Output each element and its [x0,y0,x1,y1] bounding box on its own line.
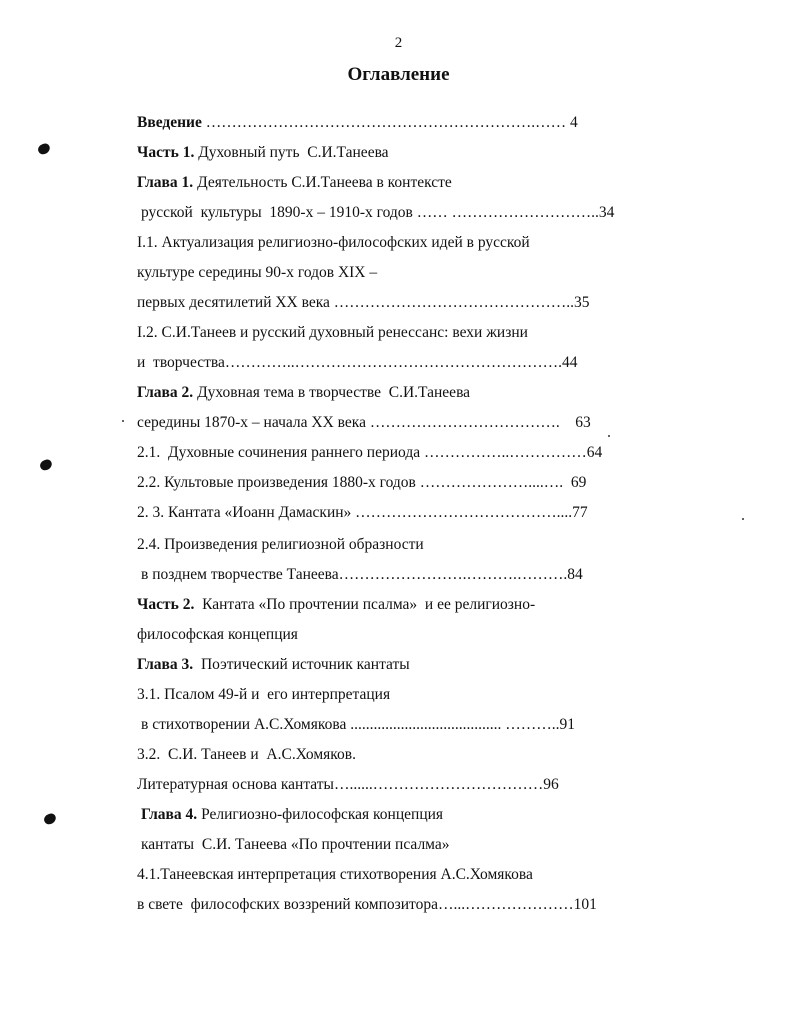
toc-entry-text: середины 1870-х – начала XX века ………………………………. 63 [137,414,591,431]
toc-entry [137,895,597,915]
toc-entry-text: первых десятилетий XX века ………………………………………..35 [137,294,590,311]
toc-entry-text: кантаты С.И. Танеева «По прочтении псалма» [141,836,450,853]
toc-entry-text: философская концепция [137,626,298,643]
toc-entry [137,535,424,555]
toc-entry-label: Часть 2. [137,596,195,613]
toc-entry [137,625,298,645]
toc-entry [141,805,443,825]
toc-entry-text: Духовная тема в творчестве С.И.Танеева [193,384,471,401]
toc-entry-text: I.1. Актуализация религиозно-философских идей в русской [137,234,530,251]
toc-entry-text: и творчества…………..…………………………………………….44 [137,354,578,371]
toc-entry [137,323,528,343]
toc-entry-text: Литературная основа кантаты…......……………………………96 [137,776,559,793]
toc-entry [137,383,470,403]
toc-entry-label: Часть 1. [137,144,195,161]
scan-mark [43,812,58,826]
scan-dot [608,435,610,437]
toc-entry [137,775,559,795]
toc-entry [137,745,356,765]
toc-entry [137,595,535,615]
toc-entry-text: 2.4. Произведения религиозной образности [137,536,424,553]
toc-entry-text: 3.1. Псалом 49-й и его интерпретация [137,686,391,703]
toc-entry [137,233,530,253]
toc-entry [137,263,377,283]
toc-entry-text: Религиозно-философская концепция [197,806,444,823]
toc-entry [137,173,452,193]
toc-entry-text: в стихотворении А.С.Хомякова ....................................... ………..91 [141,716,575,733]
toc-entry [141,715,575,735]
scan-mark [39,458,54,472]
toc-entry [137,473,586,493]
toc-entry-text: Поэтический источник кантаты [193,656,410,673]
page-number: 2 [394,35,403,51]
toc-entry-text: 2. 3. Кантата «Иоанн Дамаскин» …………………………………....77 [137,504,588,521]
scan-dot [122,420,124,422]
toc-entry-text: русской культуры 1890-х – 1910-х годов …… ………………………..34 [141,204,615,221]
toc-entry-text: Кантата «По прочтении псалма» и ее религиозно- [194,596,536,613]
toc-entry-text: 4.1.Танеевская интерпретация стихотворения А.С.Хомякова [137,866,533,883]
toc-entry-text: ……………………………………………………….…… 4 [201,114,578,131]
page-title: Оглавление [347,64,450,85]
toc-entry-label: Глава 4. [141,806,198,823]
toc-entry [137,293,590,313]
toc-entry [141,203,614,223]
toc-entry [137,143,389,163]
toc-entry [141,835,450,855]
scan-mark [37,142,52,156]
toc-entry-text: 2.1. Духовные сочинения раннего периода ……………..……………64 [137,444,603,461]
toc-entry-text: культуре середины 90-х годов XIX – [137,264,378,281]
toc-entry [137,443,602,463]
toc-entry-text: I.2. С.И.Танеев и русский духовный ренессанс: вехи жизни [137,324,528,341]
scan-dot [742,518,744,520]
toc-entry [137,865,533,885]
toc-entry-label: Глава 1. [137,174,194,191]
toc-entry-text: 3.2. С.И. Танеев и А.С.Хомяков. [137,746,356,763]
toc-entry-label: Введение [137,114,202,131]
toc-entry-label: Глава 2. [137,384,194,401]
toc-entry [141,565,583,585]
toc-entry [137,353,577,373]
toc-entry [137,503,588,523]
toc-entry-text: в позднем творчестве Танеева…………………….……….……….84 [141,566,583,583]
toc-entry-text: в свете философских воззрений композитора…...…………………101 [137,896,597,913]
toc-entry-label: Глава 3. [137,656,194,673]
toc-entry-text: Деятельность С.И.Танеева в контексте [193,174,452,191]
toc-entry-text: 2.2. Культовые произведения 1880-х годов …………………....…. 69 [137,474,587,491]
toc-entry [137,685,390,705]
toc-entry [137,655,410,675]
toc-entry [137,113,578,133]
toc-entry-text: Духовный путь С.И.Танеева [194,144,389,161]
toc-entry [137,413,591,433]
